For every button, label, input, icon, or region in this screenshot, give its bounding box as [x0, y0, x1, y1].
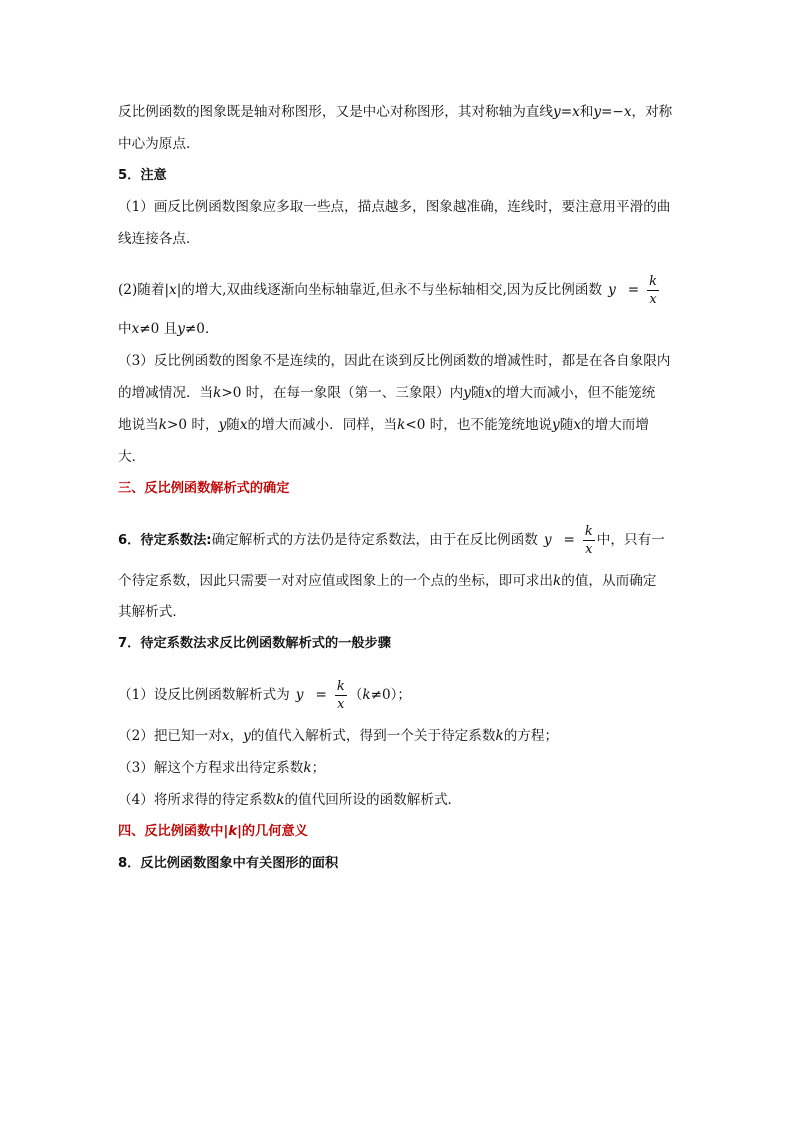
symmetry-line-2: 中心为原点．	[118, 136, 200, 152]
fraction-k-over-x: $\frac{k}{x}$	[584, 524, 593, 557]
section-heading-four: 四、反比例函数中|k|的几何意义	[118, 824, 308, 839]
note-3-line-1: （3）反比例函数的图象不是连续的，因此在谈到反比例函数的增减性时，都是在各自象限内	[118, 353, 671, 369]
section-6-line-1: 6．待定系数法:确定解析式的方法仍是待定系数法，由于在反比例函数 y = $\frac{k}{x}$ 中，只有一	[118, 524, 665, 557]
step-4: （4）将所求得的待定系数k的值代回所设的函数解析式．	[118, 792, 462, 808]
symmetry-line-1: 反比例函数的图象既是轴对称图形，又是中心对称图形，其对称轴为直线y=x和y=−x，对称	[118, 104, 673, 120]
note-1-line-2: 线连接各点．	[118, 231, 200, 247]
note-2-line-2: 中x≠0 且y≠0．	[118, 321, 219, 337]
fraction-k-over-x: $\frac{k}{x}$	[336, 679, 345, 712]
note-2-line-1: (2)随着|x|的增大,双曲线逐渐向坐标轴靠近,但永不与坐标轴相交,因为反比例函数 y = $\frac{k}{x}$	[118, 274, 658, 307]
note-3-line-2: 的增减情况．当k>0 时，在每一象限（第一、三象限）内y随x的增大而减小，但不能笼统	[118, 385, 656, 401]
step-2: （2）把已知一对x，y的值代入解析式，得到一个关于待定系数k的方程；	[118, 728, 559, 744]
section-6-line-2: 个待定系数，因此只需要一对对应值或图象上的一个点的坐标，即可求出k的值，从而确定	[118, 573, 657, 589]
step-3: （3）解这个方程求出待定系数k；	[118, 760, 326, 776]
section-6-line-3: 其解析式．	[118, 604, 186, 620]
note-1-line-1: （1）画反比例函数图象应多取一些点，描点越多，图象越准确，连线时，要注意用平滑的曲	[118, 199, 671, 215]
section-5-heading: 5．注意	[118, 168, 167, 183]
note-3-line-4: 大．	[118, 449, 146, 465]
section-7-heading: 7．待定系数法求反比例函数解析式的一般步骤	[118, 636, 391, 651]
formula-y: y	[608, 282, 616, 298]
note-3-line-3: 地说当k>0 时，y随x的增大而减小．同样，当k<0 时，也不能笼统地说y随x的增大而增	[118, 417, 649, 433]
section-heading-three: 三、反比例函数解析式的确定	[118, 481, 290, 496]
step-1: （1）设反比例函数解析式为 y = $\frac{k}{x}$ （k≠0）；	[118, 679, 412, 712]
fraction-k-over-x: $\frac{k}{x}$	[649, 274, 658, 307]
section-8-heading: 8．反比例函数图象中有关图形的面积	[118, 856, 339, 871]
